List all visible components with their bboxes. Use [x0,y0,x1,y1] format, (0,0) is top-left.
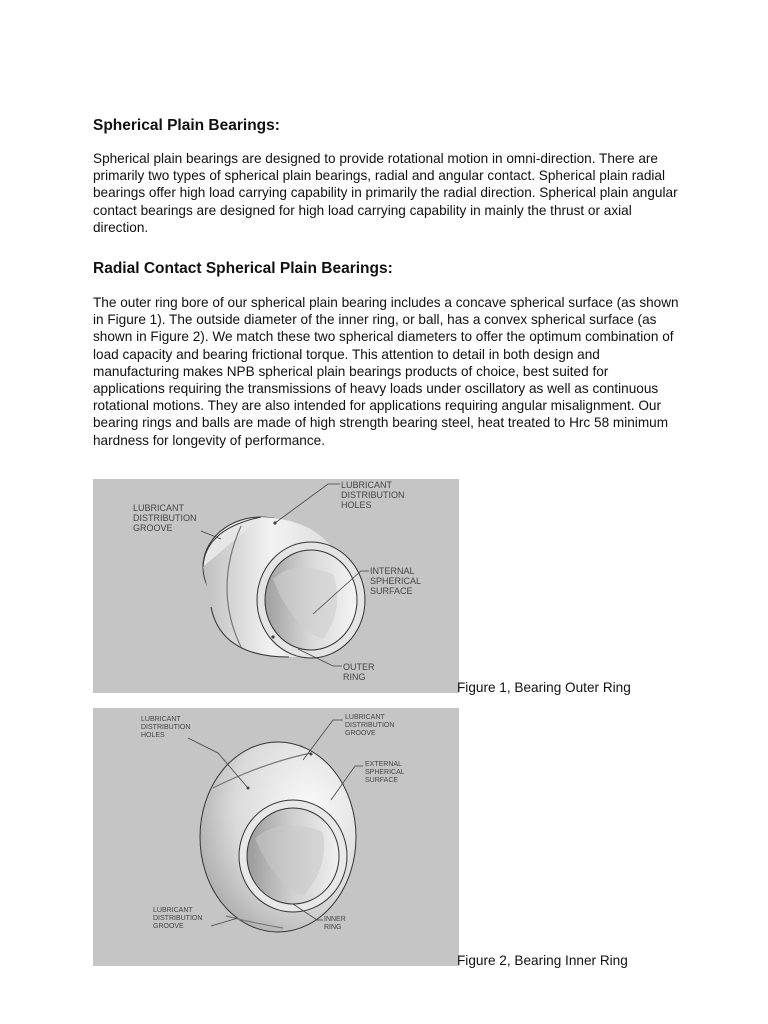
label-line: SPHERICAL [370,576,421,586]
section-heading-radial-contact: Radial Contact Spherical Plain Bearings: [93,260,393,277]
label-line: INNER [324,916,346,923]
figure-1-label-ring [343,662,377,682]
section-heading-spherical-plain-bearings: Spherical Plain Bearings: [93,117,280,134]
bearing-inner-ring-illustration [93,708,459,966]
label-line: DISTRIBUTION [141,724,191,731]
label-line: GROOVE [133,523,173,533]
label-line: HOLES [341,500,372,510]
figure-2-label-ring [324,916,348,931]
label-line: RING [343,672,366,682]
label-line: GROOVE [153,923,184,930]
figure-2-caption: Figure 2, Bearing Inner Ring [457,953,628,968]
figure-1-label-holes [341,480,407,510]
label-line: SURFACE [365,777,399,784]
label-line: INTERNAL [370,566,415,576]
label-line: DISTRIBUTION [345,722,395,729]
label-line: DISTRIBUTION [153,915,203,922]
label-line: LUBRICANT [341,480,392,490]
label-line: OUTER [343,662,375,672]
figure-2-label-holes [141,716,192,739]
figure-1-label-groove [133,503,199,533]
bearing-outer-ring-illustration [93,479,459,693]
section-body-radial-contact: The outer ring bore of our spherical plain bearing includes a concave spherical surface (as shown in Figure 1). The outside diameter of the inner ring, or ball, has a convex spherical surface (as shown in Figure 2). We match these two spherical diameters to offer the optimum combination of load capacity and bearing frictional torque. This attention to detail in both design and manufacturing makes NPB spherical plain bearings products of choice, best suited for applications requiring the transmissions of heavy loads under oscillatory as well as continuous rotational motions. They are also intended for applications requiring angular misalignment. Our bearing rings and balls are made of high strength bearing steel, heat treated to Hrc 58 minimum hardness for longevity of performance. [93,295,679,448]
label-line: LUBRICANT [141,716,181,723]
label-line: DISTRIBUTION [341,490,405,500]
figure-2-label-groove-top [345,714,396,737]
label-line: LUBRICANT [345,714,385,721]
label-line: LUBRICANT [133,503,184,513]
figure-1-caption: Figure 1, Bearing Outer Ring [457,680,631,695]
figure-1-label-surface [370,566,423,596]
section-body-spherical-plain-bearings: Spherical plain bearings are designed to provide rotational motion in omni-direction. There are primarily two types of spherical plain bearings, radial and angular contact. Spherical plain radial bearings offer high load carrying capability in primarily the radial direction. Spherical plain angular contact bearings are designed for high load carrying capability in mainly the thrust or axial direction. [93,151,678,235]
figure-2-image [93,708,459,966]
label-line: HOLES [141,732,165,739]
label-line: SURFACE [370,586,413,596]
label-line: SPHERICAL [365,769,405,776]
figure-2-label-groove-bottom [153,907,204,930]
label-line: LUBRICANT [153,907,193,914]
label-line: DISTRIBUTION [133,513,197,523]
label-line: GROOVE [345,730,376,737]
label-line: EXTERNAL [365,761,402,768]
figure-2-label-surface [365,761,406,784]
figure-1-image [93,479,459,693]
label-line: RING [324,924,342,931]
